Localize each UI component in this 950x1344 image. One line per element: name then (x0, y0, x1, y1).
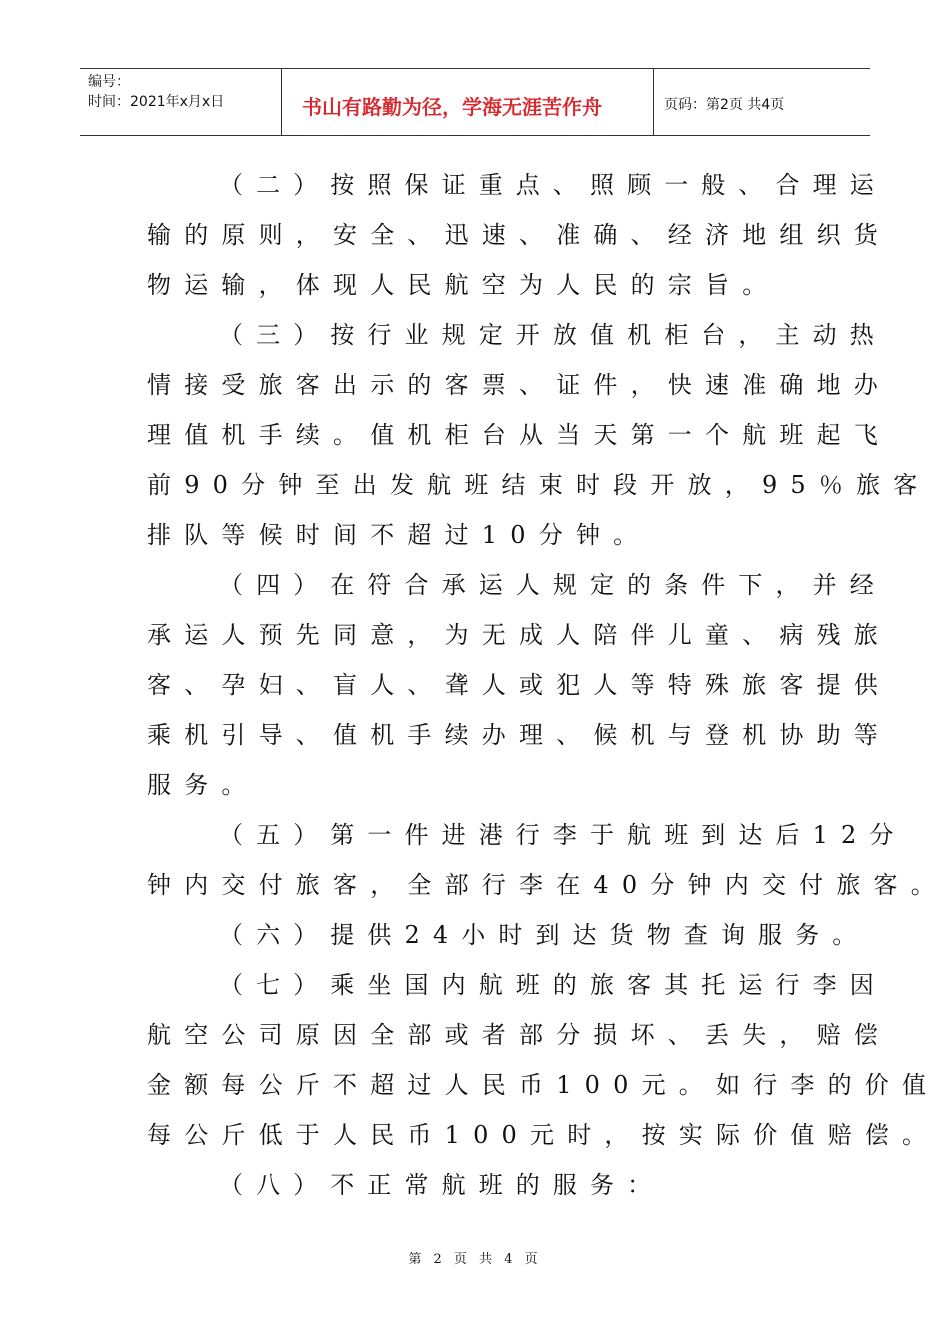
body-line: 服务。 (147, 771, 259, 799)
body-line: （六）提供24小时到达货物查询服务。 (219, 921, 870, 949)
body-line: 承运人预先同意，为无成人陪伴儿童、病残旅 (147, 621, 891, 649)
body-line: （二）按照保证重点、照顾一般、合理运 (219, 171, 887, 199)
page-info-text: 页码：第2页 共4页 (664, 97, 785, 113)
body-line: 前90分钟至出发航班结束时段开放，95％旅客 (147, 471, 931, 499)
body-line: （五）第一件进港行李于航班到达后12分 (219, 821, 907, 849)
body-line: 航空公司原因全部或者部分损坏、丢失，赔偿 (147, 1021, 891, 1049)
header-page-info (654, 69, 870, 135)
body-line: （四）在符合承运人规定的条件下，并经 (219, 571, 887, 599)
body-line: 金额每公斤不超过人民币100元。如行李的价值 (147, 1071, 940, 1099)
body-line: 理值机手续。值机柜台从当天第一个航班起飞 (147, 421, 891, 449)
body-line: （三）按行业规定开放值机柜台，主动热 (219, 321, 887, 349)
body-line: 物运输，体现人民航空为人民的宗旨。 (147, 271, 780, 299)
page-header (80, 68, 870, 136)
document-body (147, 160, 948, 1210)
body-line: 客、孕妇、盲人、聋人或犯人等特殊旅客提供 (147, 671, 891, 699)
body-line: 钟内交付旅客，全部行李在40分钟内交付旅客。 (147, 871, 948, 899)
body-line: 情接受旅客出示的客票、证件，快速准确地办 (147, 371, 891, 399)
body-line: 乘机引导、值机手续办理、候机与登机协助等 (147, 721, 891, 749)
body-line: （八）不正常航班的服务： (219, 1171, 665, 1199)
document-id-label: 编号： (88, 74, 130, 90)
document-time-label: 时间：2021年x月x日 (88, 94, 225, 110)
footer-page-number: 第 2 页 共 4 页 (408, 1252, 542, 1267)
body-line: 排队等候时间不超过10分钟。 (147, 521, 651, 549)
body-line: （七）乘坐国内航班的旅客其托运行李因 (219, 971, 887, 999)
body-line: 每公斤低于人民币100元时，按实际价值赔偿。 (147, 1121, 940, 1149)
motto-text: 书山有路勤为径，学海无涯苦作舟 (302, 95, 602, 119)
document-meta (80, 69, 282, 135)
page-footer (0, 1248, 950, 1267)
header-motto (282, 69, 654, 135)
body-line: 输的原则，安全、迅速、准确、经济地组织货 (147, 221, 891, 249)
